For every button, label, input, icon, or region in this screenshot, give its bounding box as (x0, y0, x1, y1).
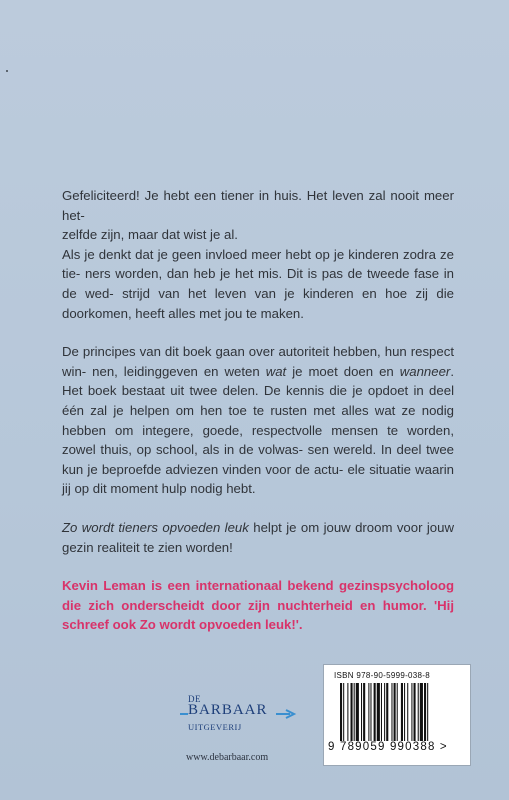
influence-text: Als je denkt dat je geen invloed meer hebt op je kinderen zodra ze tie- ners worden, dan heb je het mis. Dit is pas de tweede fase in de wed- strijd van het leven van je kinderen en hoe zij die doorkomen, heeft alles met jou te maken. (62, 246, 454, 321)
intro-line-2: zelfde zijn, maar dat wist je al. (62, 227, 238, 243)
blurb-text (62, 186, 454, 635)
dream-text: helpt je om jouw droom voor jouw gezin realiteit te zien worden! (62, 519, 454, 555)
principles-wat: wat (265, 363, 287, 379)
publisher-website: www.debarbaar.com (186, 752, 269, 763)
print-speck (6, 70, 8, 72)
paragraph-dream (62, 518, 454, 557)
author-blurb: Kevin Leman is een internationaal bekend gezinspsycholoog die zich onderscheidt door zijn nuchterheid en humor. 'Hij schreef ook Zo wordt opvoeden leuk!'. (62, 578, 454, 633)
publisher-logo (178, 694, 288, 742)
principles-wanneer: wanneer (399, 363, 451, 379)
intro-line-1: Gefeliciteerd! Je hebt een tiener in huis. Het leven zal nooit meer het- (62, 188, 454, 223)
principles-text-a: De principes van dit boek gaan over autoriteit hebben, hun respect win- nen, leidinggeven en weten (62, 344, 454, 379)
paragraph-intro (62, 186, 454, 323)
barcode-digits: 9 789059 990388 > (328, 741, 448, 753)
principles-text-b: je moet doen en (286, 363, 400, 379)
barcode-icon (340, 683, 458, 741)
isbn-label: ISBN 978-90-5999-038-8 (334, 671, 430, 680)
principles-text-c: . Het boek bestaat uit twee delen. De kennis die je opdoet in deel één zal je helpen om hen toe te rusten met alles wat ze nodig hebben om integere, goede, respectvolle mensen te worden, zowel thuis, op school, als in de volwas- sen wereld. In deel twee kun je beproefde adviezen vinden voor de actu- ele situatie waarin jij op dit moment hulp nodig hebt. (62, 363, 454, 497)
paragraph-principles (62, 342, 454, 499)
publisher-subtitle: UITGEVERIJ (188, 722, 242, 732)
publisher-name: BARBAAR (188, 702, 268, 718)
barcode-box (323, 664, 471, 766)
book-title-italic: Zo wordt tieners opvoeden leuk (62, 519, 249, 535)
publisher-prefix: DE (188, 694, 201, 704)
